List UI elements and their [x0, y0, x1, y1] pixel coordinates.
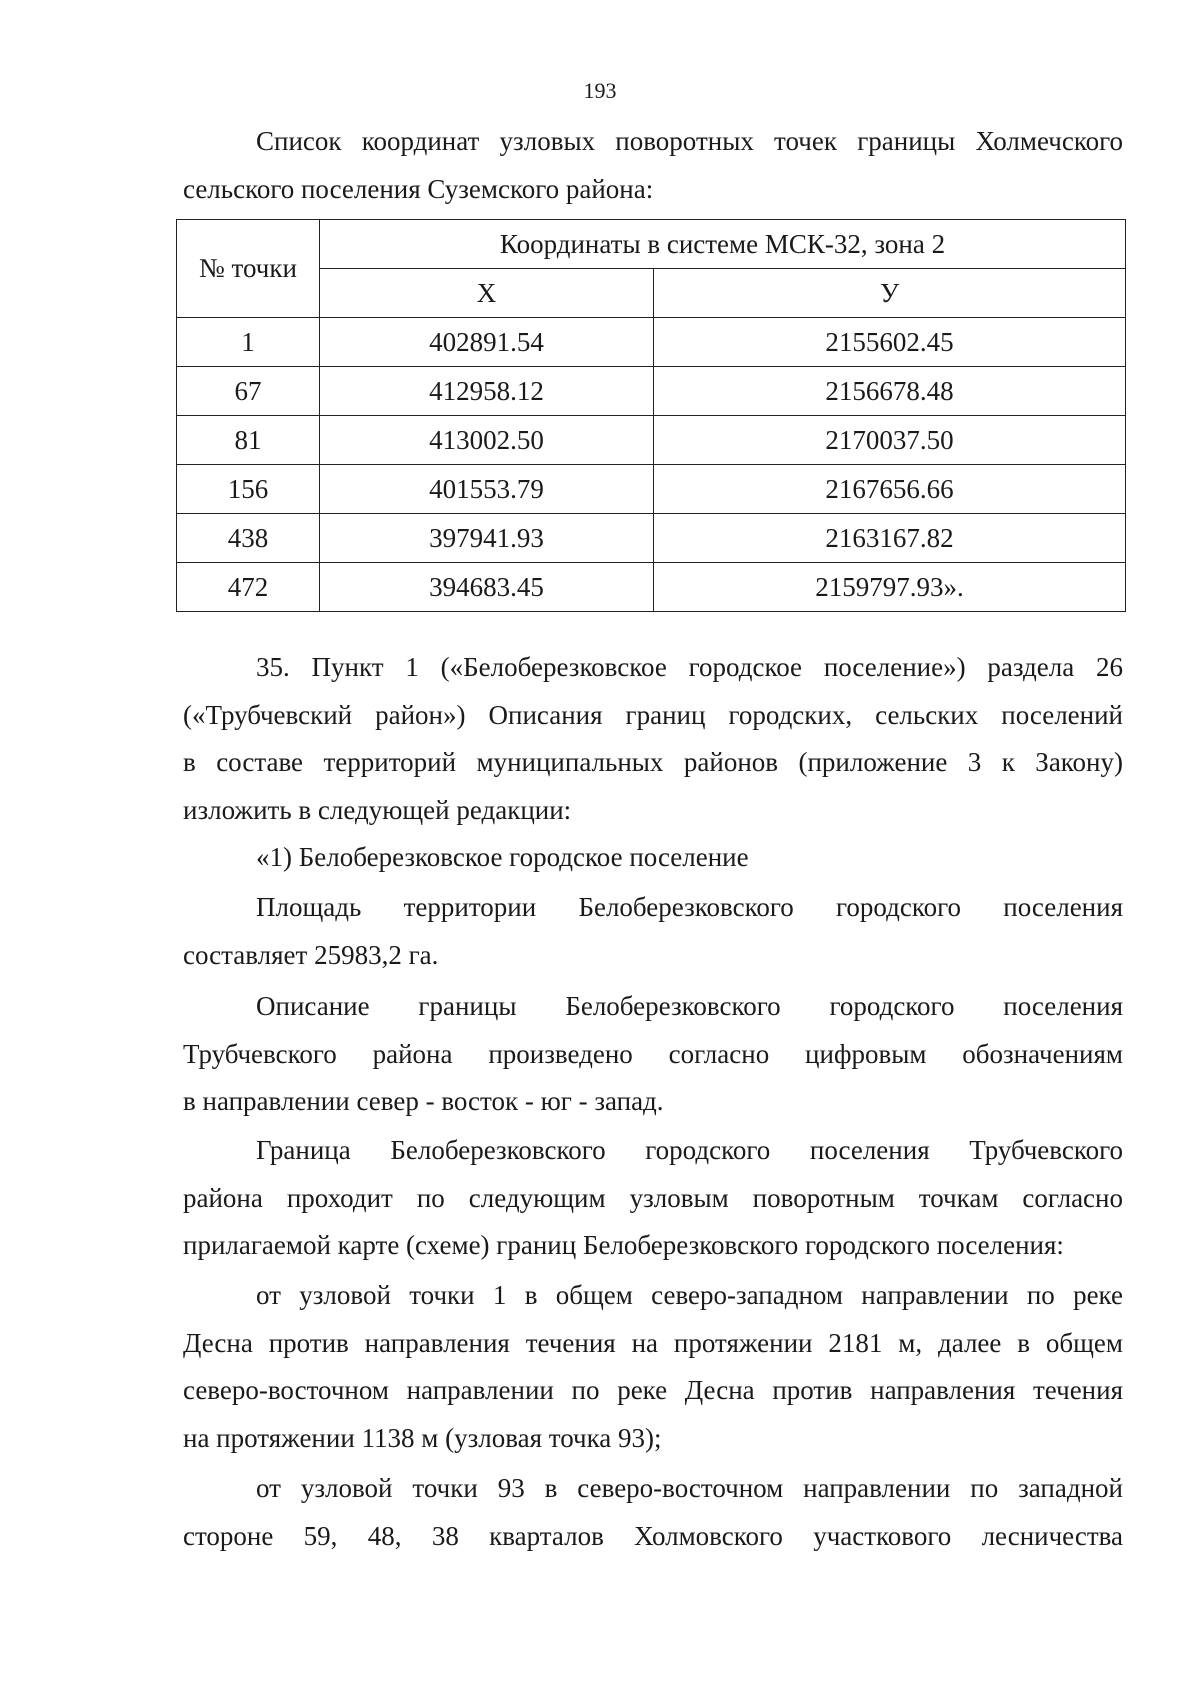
text-line: Площадь территории Белоберезковского городского поселения [256, 892, 1123, 922]
cell-y: 2159797.93». [654, 563, 1126, 612]
point-1-paragraph [183, 1272, 1123, 1462]
text-line: северо-восточном направлении по реке Десна против направления течения [183, 1375, 1123, 1405]
header-y: У [654, 269, 1126, 318]
text-line: в составе территорий муниципальных районов (приложение 3 к Закону) [183, 747, 1123, 777]
intro-paragraph [183, 118, 1123, 213]
table-row [177, 465, 1126, 514]
text-line: 35. Пункт 1 («Белоберезковское городское поселение») раздела 26 [256, 652, 1123, 682]
cell-x: 401553.79 [320, 465, 654, 514]
table-row [177, 563, 1126, 612]
text-line: от узловой точки 93 в северо-восточном направлении по западной [256, 1473, 1123, 1503]
page-number: 193 [583, 78, 617, 103]
text-line: «1) Белоберезковское городское поселение [256, 842, 749, 872]
description-paragraph [183, 983, 1123, 1126]
point-93-paragraph [183, 1465, 1123, 1560]
cell-x: 397941.93 [320, 514, 654, 563]
cell-x: 402891.54 [320, 318, 654, 367]
area-paragraph [183, 884, 1123, 979]
text-line: составляет 25983,2 га. [183, 939, 439, 970]
cell-x: 412958.12 [320, 367, 654, 416]
text-line: сельского поселения Суземского района: [183, 173, 654, 204]
cell-y: 2170037.50 [654, 416, 1126, 465]
text-line: («Трубчевский район») Описания границ городских, сельских поселений [183, 699, 1123, 730]
section-heading [183, 834, 1123, 882]
header-coordinates: Координаты в системе МСК-32, зона 2 [320, 220, 1126, 269]
text-line: района проходит по следующим узловым поворотным точкам согласно [183, 1182, 1123, 1213]
text-line: прилагаемой карте (схеме) границ Белоберезковского городского поселения: [183, 1230, 1064, 1260]
text-line: на протяжении 1138 м (узловая точка 93); [183, 1422, 662, 1453]
text-line: изложить в следующей редакции: [183, 794, 572, 825]
cell-point: 472 [177, 563, 320, 612]
cell-point: 67 [177, 367, 320, 416]
table-header-row [177, 220, 1126, 269]
header-x: Х [320, 269, 654, 318]
header-point-number: № точки [177, 220, 320, 318]
coordinates-table [176, 219, 1126, 612]
text-line: Граница Белоберезковского городского поселения Трубчевского [256, 1135, 1123, 1165]
text-line: от узловой точки 1 в общем северо-западном направлении по реке [256, 1280, 1123, 1310]
text-line: Список координат узловых поворотных точек границы Холмечского [256, 126, 1123, 156]
table-row [177, 514, 1126, 563]
table-row [177, 416, 1126, 465]
text-line: Трубчевского района произведено согласно цифровым обозначениям [183, 1038, 1123, 1069]
cell-y: 2155602.45 [654, 318, 1126, 367]
text-line: в направлении север - восток - юг - запад. [183, 1086, 664, 1116]
text-line: Описание границы Белоберезковского городского поселения [256, 991, 1123, 1021]
cell-point: 156 [177, 465, 320, 514]
text-line: Десна против направления течения на протяжении 2181 м, далее в общем [183, 1327, 1123, 1358]
paragraph-35 [183, 644, 1123, 834]
table-row [177, 318, 1126, 367]
table-subheader-row [177, 269, 1126, 318]
cell-x: 413002.50 [320, 416, 654, 465]
cell-y: 2156678.48 [654, 367, 1126, 416]
cell-y: 2163167.82 [654, 514, 1126, 563]
text-line: стороне 59, 48, 38 кварталов Холмовского участкового лесничества [183, 1520, 1123, 1551]
cell-y: 2167656.66 [654, 465, 1126, 514]
cell-point: 438 [177, 514, 320, 563]
boundary-paragraph [183, 1127, 1123, 1270]
cell-point: 81 [177, 416, 320, 465]
table-row [177, 367, 1126, 416]
cell-point: 1 [177, 318, 320, 367]
cell-x: 394683.45 [320, 563, 654, 612]
